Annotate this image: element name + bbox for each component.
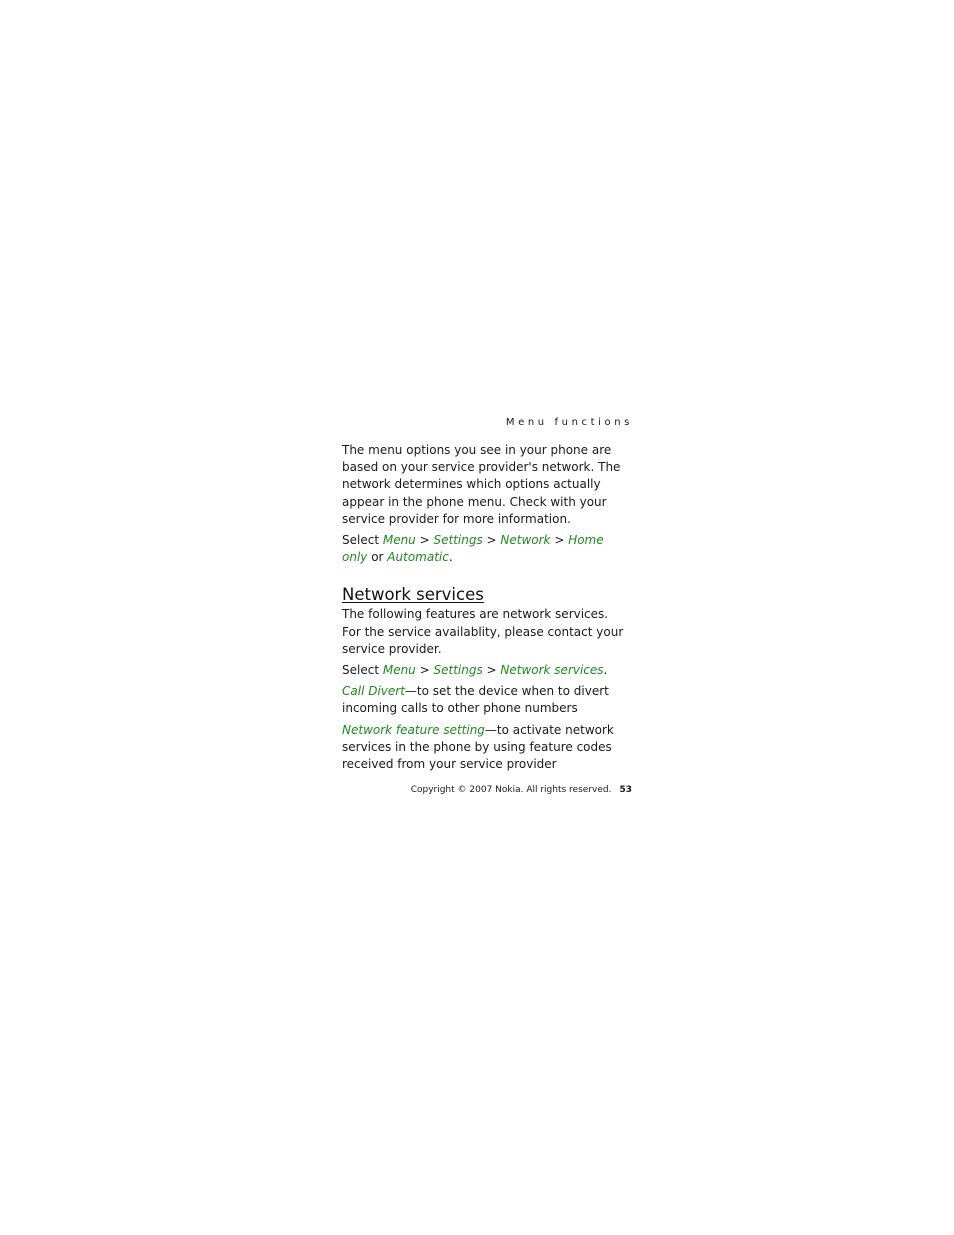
page-number: 53 [619,785,632,796]
call-divert-term: Call Divert [342,684,405,699]
path-separator: > [415,533,434,548]
call-divert-item [342,683,630,717]
path-separator: > [415,663,434,678]
automatic-term: Automatic [387,550,449,565]
select-prefix: Select [342,533,383,548]
settings-term: Settings [433,533,483,548]
path-end: . [448,550,453,565]
network-services-term: Network services [500,663,604,678]
network-services-select-path [342,662,630,679]
path-separator: > [482,663,501,678]
manual-page [342,414,633,797]
page-footer [342,783,632,797]
network-feature-setting-item [342,722,630,774]
copyright-notice: Copyright © 2007 Nokia. All rights reserved. [410,785,612,796]
network-feature-setting-term: Network feature setting [342,722,485,737]
running-header: Menu functions [505,417,633,428]
intro-paragraph: The menu options you see in your phone are based on your service provider's network. The network determines which options actually appear in the phone menu. Check with your service provider for more information. [342,443,621,526]
menu-term: Menu [382,663,416,678]
path-separator: > [550,533,569,548]
select-prefix: Select [342,663,383,678]
settings-term: Settings [433,663,483,678]
home-only-term: Home only [342,533,604,565]
section-heading: Network services [342,585,484,605]
network-feature-setting-desc: —to activate network services in the phone by using feature codes received from your service provider [342,722,614,772]
network-select-path [342,532,630,566]
path-separator: > [482,533,501,548]
network-services-intro: The following features are network services. For the service availablity, please contact your service provider. [342,607,624,656]
call-divert-desc: —to set the device when to divert incoming calls to other phone numbers [342,684,609,716]
path-end: . [603,663,608,678]
menu-term: Menu [382,533,416,548]
network-term: Network [500,533,551,548]
or-connector: or [367,550,388,565]
